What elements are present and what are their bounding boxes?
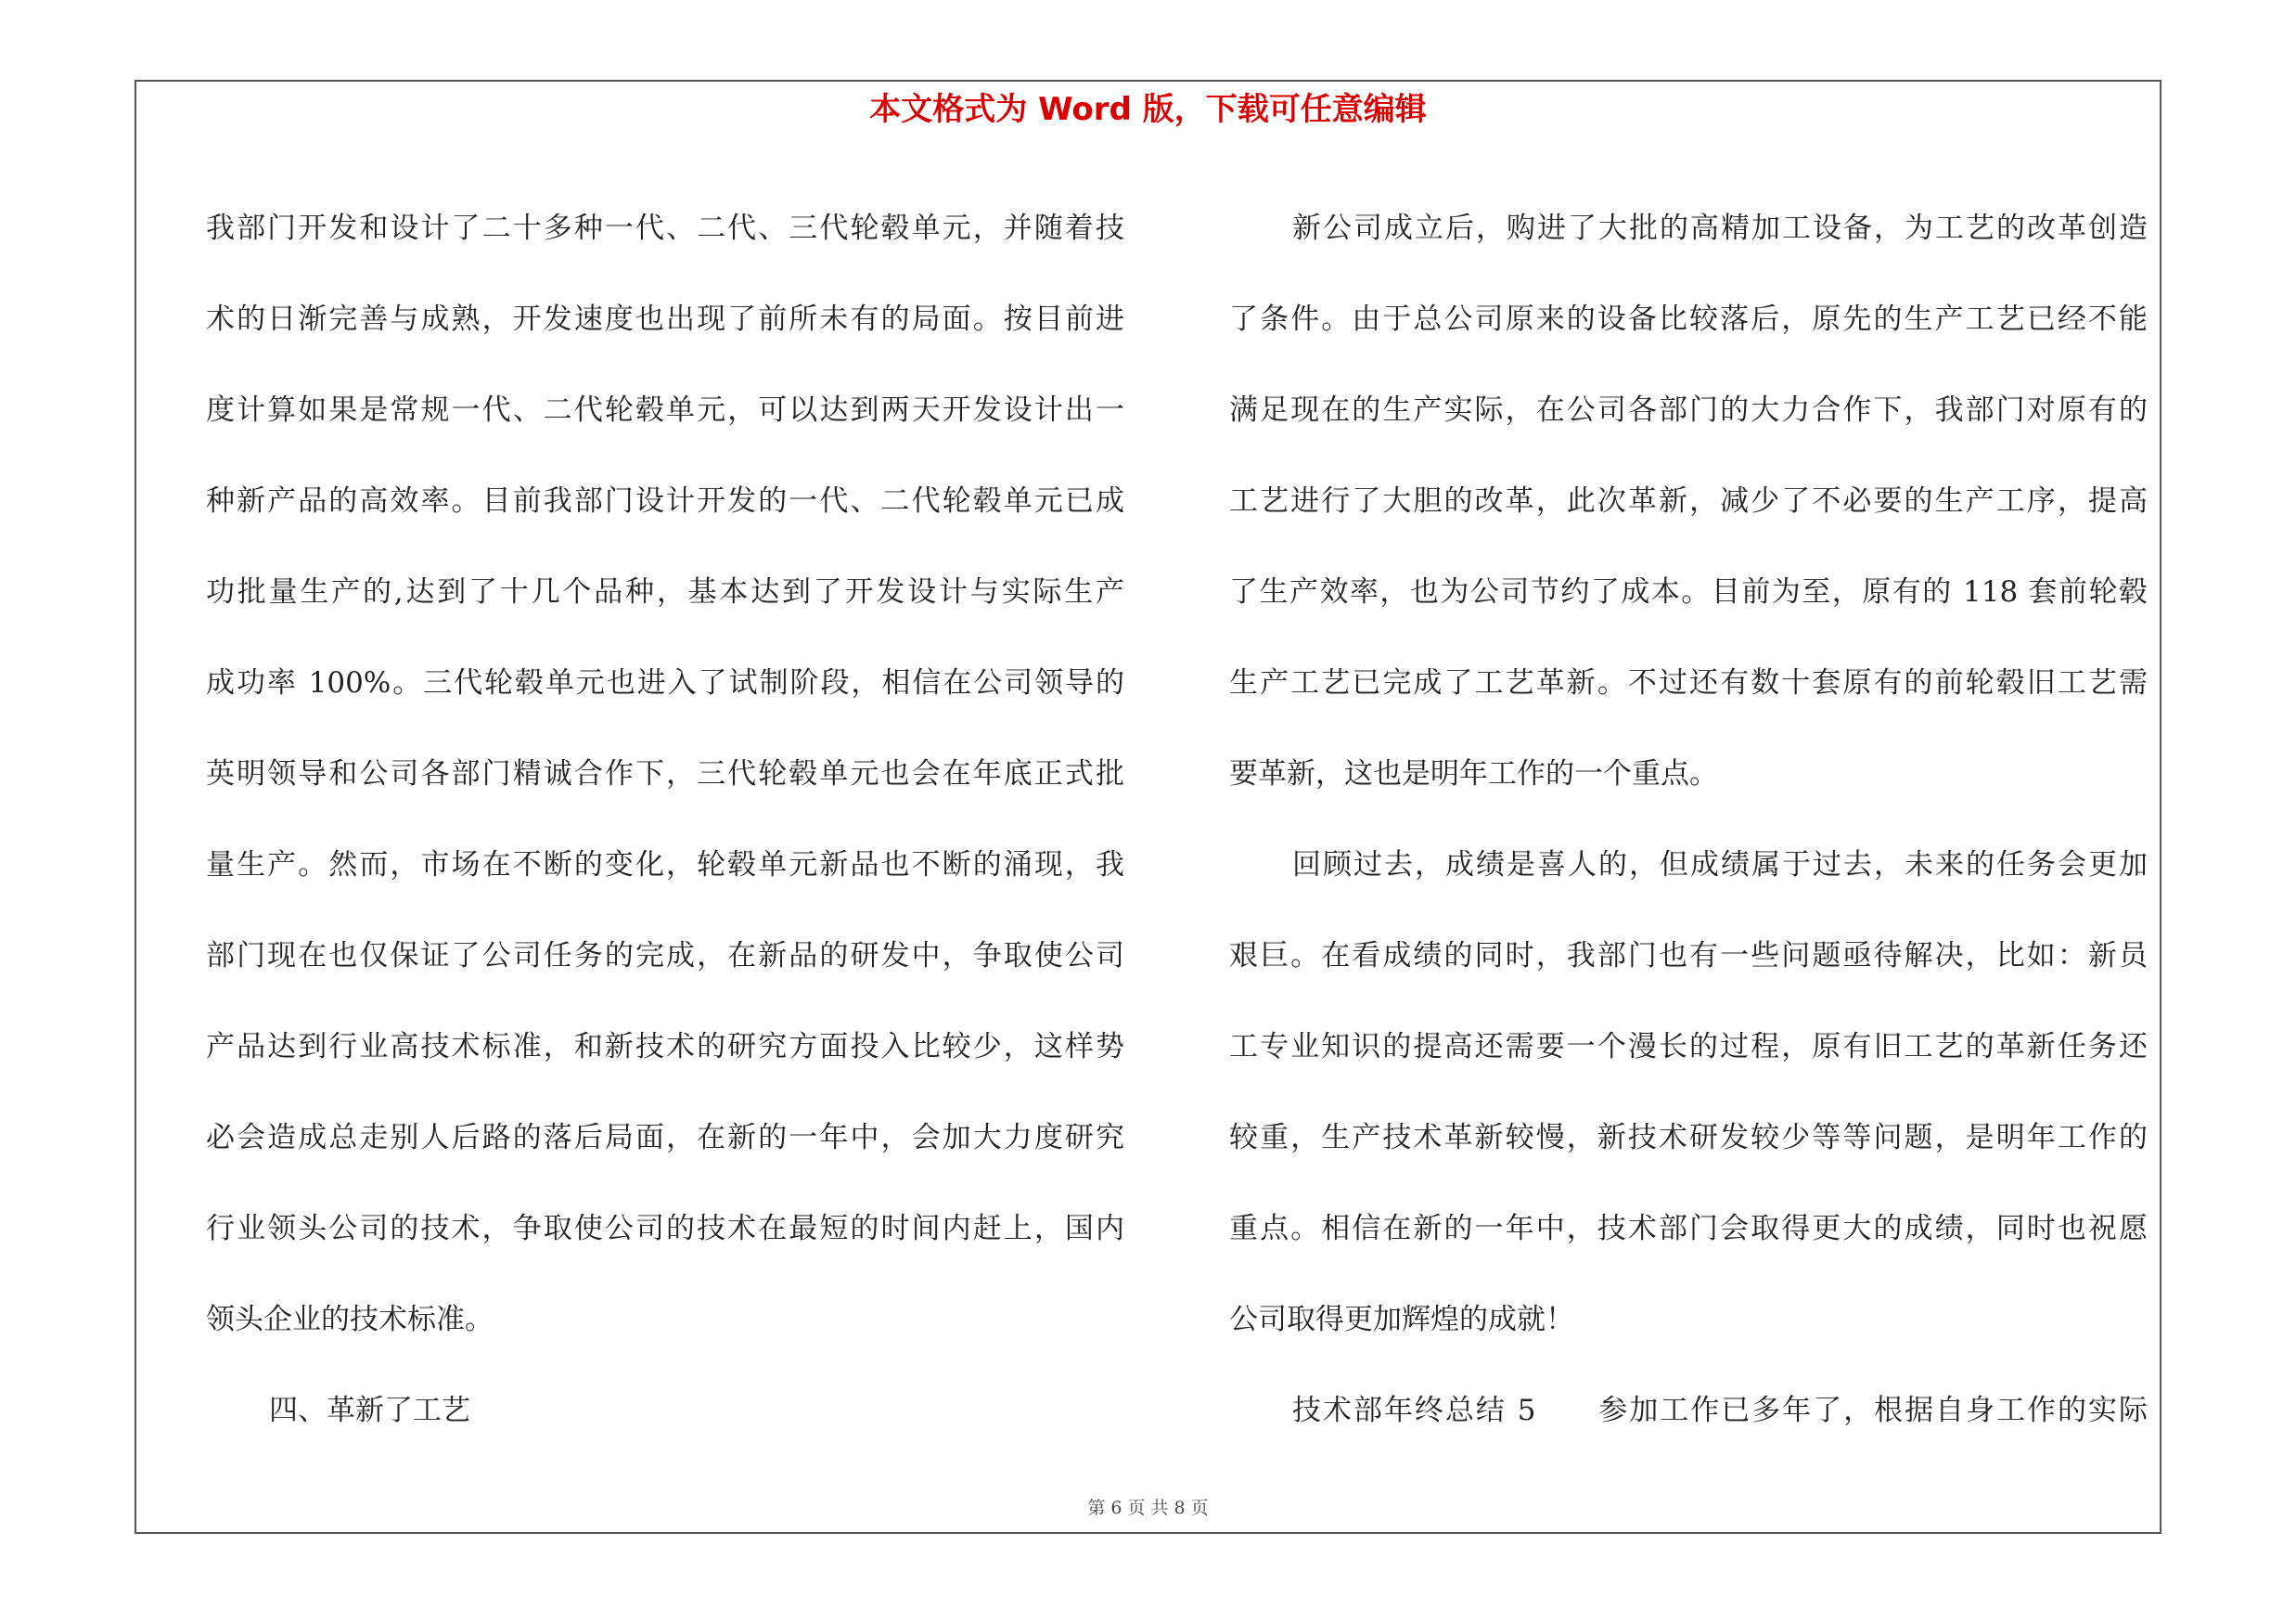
paragraph-line: 成功率 100%。三代轮毂单元也进入了试制阶段，相信在公司领导的 xyxy=(206,666,1124,700)
paragraph-line: 了生产效率，也为公司节约了成本。目前为至，原有的 118 套前轮毂 xyxy=(1229,575,2148,609)
paragraph-line: 行业领头公司的技术，争取使公司的技术在最短的时间内赶上，国内 xyxy=(206,1212,1124,1245)
paragraph-line: 产品达到行业高技术标准，和新技术的研究方面投入比较少，这样势 xyxy=(206,1030,1124,1063)
paragraph-line: 我部门开发和设计了二十多种一代、二代、三代轮毂单元，并随着技 xyxy=(206,212,1124,245)
paragraph-line: 度计算如果是常规一代、二代轮毂单元，可以达到两天开发设计出一 xyxy=(206,393,1124,427)
paragraph-line: 回顾过去，成绩是喜人的，但成绩属于过去，未来的任务会更加 xyxy=(1292,848,2148,882)
paragraph-line: 公司取得更加辉煌的成就！ xyxy=(1229,1303,1574,1336)
word-format-banner: 本文格式为 Word 版，下载可任意编辑 xyxy=(869,91,1427,128)
page-number: 第 6 页 共 8 页 xyxy=(1087,1498,1209,1518)
paragraph-line: 要革新，这也是明年工作的一个重点。 xyxy=(1229,757,1718,791)
paragraph-line: 量生产。然而，市场在不断的变化，轮毂单元新品也不断的涌现，我 xyxy=(206,848,1124,882)
paragraph-line: 工艺进行了大胆的改革，此次革新，减少了不必要的生产工序，提高 xyxy=(1229,484,2148,518)
paragraph-line: 英明领导和公司各部门精诚合作下，三代轮毂单元也会在年底正式批 xyxy=(206,757,1124,791)
paragraph-line: 领头企业的技术标准。 xyxy=(206,1303,494,1336)
paragraph-line: 生产工艺已完成了工艺革新。不过还有数十套原有的前轮毂旧工艺需 xyxy=(1229,666,2148,700)
paragraph-line: 较重，生产技术革新较慢，新技术研发较少等等问题，是明年工作的 xyxy=(1229,1121,2148,1154)
section-heading: 四、革新了工艺 xyxy=(269,1394,470,1427)
paragraph-line: 工专业知识的提高还需要一个漫长的过程，原有旧工艺的革新任务还 xyxy=(1229,1030,2148,1063)
paragraph-line: 术的日渐完善与成熟，开发速度也出现了前所未有的局面。按目前进 xyxy=(206,303,1124,336)
paragraph-line: 必会造成总走别人后路的落后局面，在新的一年中，会加大力度研究 xyxy=(206,1121,1124,1154)
left-text-column xyxy=(206,183,1124,1456)
paragraph-line: 满足现在的生产实际，在公司各部门的大力合作下，我部门对原有的 xyxy=(1229,393,2148,427)
paragraph-line: 艰巨。在看成绩的同时，我部门也有一些问题亟待解决，比如：新员 xyxy=(1229,939,2148,973)
paragraph-line: 重点。相信在新的一年中，技术部门会取得更大的成绩，同时也祝愿 xyxy=(1229,1212,2148,1245)
paragraph-line: 种新产品的高效率。目前我部门设计开发的一代、二代轮毂单元已成 xyxy=(206,484,1124,518)
paragraph-line: 功批量生产的,达到了十几个品种，基本达到了开发设计与实际生产 xyxy=(206,575,1124,609)
paragraph-line: 新公司成立后，购进了大批的高精加工设备，为工艺的改革创造 xyxy=(1292,212,2148,245)
paragraph-line: 了条件。由于总公司原来的设备比较落后，原先的生产工艺已经不能 xyxy=(1229,303,2148,336)
right-text-column xyxy=(1229,183,2148,1456)
paragraph-line: 部门现在也仅保证了公司任务的完成，在新品的研发中，争取使公司 xyxy=(206,939,1124,973)
section-heading: 技术部年终总结 5 参加工作已多年了，根据自身工作的实际 xyxy=(1292,1394,2148,1427)
